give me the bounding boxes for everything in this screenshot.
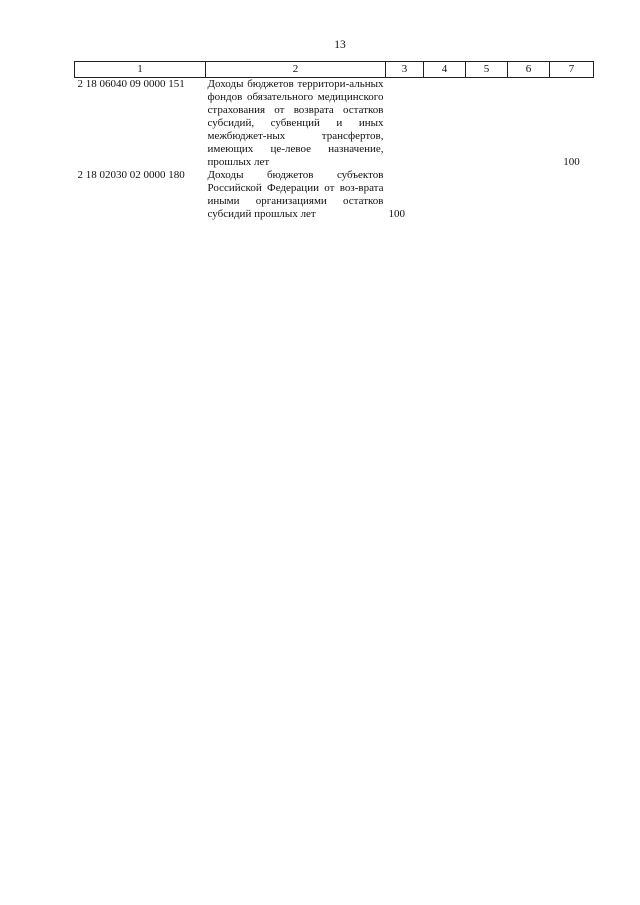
header-col-4: 4 xyxy=(424,62,466,78)
row-value-col-3 xyxy=(386,78,424,170)
row-name: Доходы бюджетов территори-альных фондов обязательного медицинского страхования от возврата остатков субсидий, субвенций и иных межбюджет-ных трансфертов, имеющих це-левое назначение, прошлых лет xyxy=(207,78,384,168)
header-col-5: 5 xyxy=(466,62,508,78)
header-col-1: 1 xyxy=(75,62,206,78)
table-header-row xyxy=(75,62,594,78)
row-code: 2 18 02030 02 0000 180 xyxy=(77,169,185,181)
row-value-col-7: 100 xyxy=(563,156,580,168)
row-value-col-5 xyxy=(466,169,508,221)
row-value-col-6 xyxy=(508,78,550,170)
row-value-col-4 xyxy=(424,169,466,221)
row-value-col-7 xyxy=(550,169,594,221)
table-row xyxy=(75,78,594,170)
budget-table xyxy=(74,61,594,221)
header-col-2: 2 xyxy=(206,62,386,78)
table-row xyxy=(75,169,594,221)
header-col-6: 6 xyxy=(508,62,550,78)
header-col-7: 7 xyxy=(550,62,594,78)
page-number: 13 xyxy=(334,39,346,51)
row-value-col-6 xyxy=(508,169,550,221)
header-col-3: 3 xyxy=(386,62,424,78)
row-value-col-5 xyxy=(466,78,508,170)
row-name: Доходы бюджетов субъектов Российской Федерации от воз-врата иными организациями остатков субсидий прошлых лет xyxy=(207,169,384,220)
row-value-col-3: 100 xyxy=(388,208,405,220)
row-code: 2 18 06040 09 0000 151 xyxy=(77,78,185,90)
row-value-col-4 xyxy=(424,78,466,170)
